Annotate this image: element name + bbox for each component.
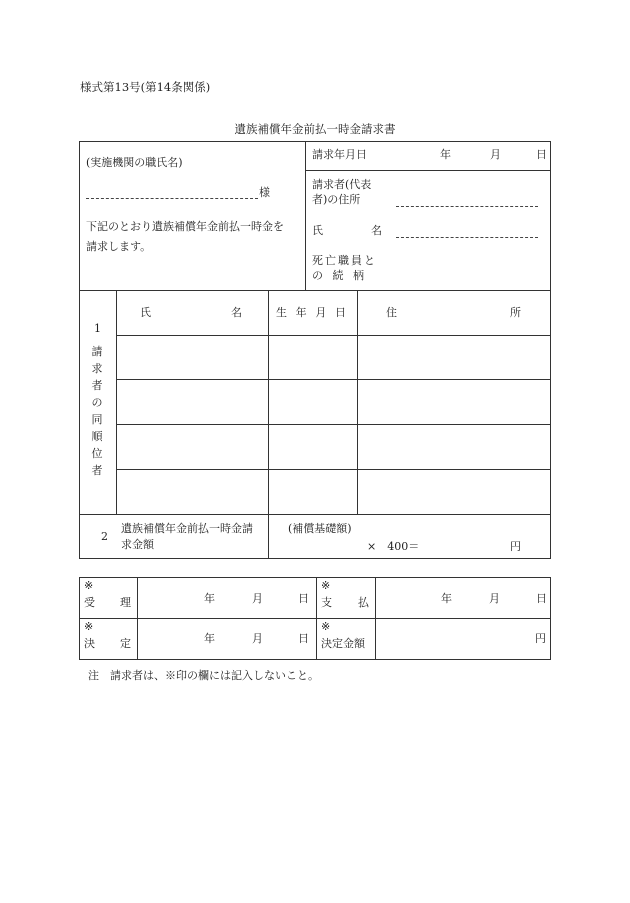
payment-label-2: 払 bbox=[358, 596, 369, 609]
form-title: 遺族補償年金前払一時金請求書 bbox=[234, 122, 396, 136]
date-month[interactable]: 月 bbox=[490, 148, 501, 161]
payment-day[interactable]: 日 bbox=[536, 592, 547, 605]
decision-month[interactable]: 月 bbox=[252, 632, 263, 645]
base-amount-label: (補償基礎額) bbox=[288, 522, 352, 535]
receipt-day[interactable]: 日 bbox=[298, 592, 309, 605]
col-address-header-2: 所 bbox=[510, 306, 521, 319]
section2-number: 2 bbox=[101, 530, 108, 543]
request-statement: 下記のとおり遺族補償年金前払一時金を bbox=[86, 220, 284, 233]
payment-label-1: 支 bbox=[321, 596, 332, 609]
col-address-header-1: 住 bbox=[386, 306, 397, 319]
section1-side-label: 請 求 者 の 同 順 位 者 bbox=[91, 345, 103, 478]
sama-label: 様 bbox=[259, 186, 270, 199]
payment-month[interactable]: 月 bbox=[489, 592, 500, 605]
receipt-label-2: 理 bbox=[120, 596, 131, 609]
name-field[interactable] bbox=[396, 237, 538, 238]
agency-name-field[interactable] bbox=[86, 198, 258, 199]
date-day[interactable]: 日 bbox=[536, 148, 547, 161]
amount-yen: 円 bbox=[510, 540, 521, 553]
form-reference: 様式第13号(第14条関係) bbox=[80, 80, 211, 94]
date-year[interactable]: 年 bbox=[440, 148, 451, 161]
address-field[interactable] bbox=[396, 206, 538, 207]
name-label-2: 名 bbox=[371, 224, 382, 237]
agency-label: (実施機関の職氏名) bbox=[86, 156, 183, 169]
receipt-year[interactable]: 年 bbox=[204, 592, 215, 605]
section1-number: 1 bbox=[94, 322, 101, 335]
decided-amount-label: 決定金額 bbox=[321, 637, 365, 650]
address-label-cont: 者)の住所 bbox=[312, 193, 361, 206]
payment-mark: ※ bbox=[321, 579, 331, 592]
amount-mark: ※ bbox=[321, 620, 331, 633]
decision-label-2: 定 bbox=[120, 637, 131, 650]
address-label: 請求者(代表 bbox=[312, 178, 372, 191]
request-statement-cont: 請求します。 bbox=[86, 240, 152, 253]
receipt-month[interactable]: 月 bbox=[252, 592, 263, 605]
col-name-header-1: 氏 bbox=[140, 306, 151, 319]
request-date-label: 請求年月日 bbox=[312, 148, 367, 161]
decided-amount-yen[interactable]: 円 bbox=[535, 632, 546, 645]
relation-label-cont: の 続 柄 bbox=[312, 269, 367, 282]
col-birth-header: 生 年 月 日 bbox=[276, 306, 346, 319]
col-name-header-2: 名 bbox=[231, 306, 242, 319]
section2-label: 遺族補償年金前払一時金請 bbox=[121, 522, 253, 535]
decision-year[interactable]: 年 bbox=[204, 632, 215, 645]
multiplier: × 400＝ bbox=[367, 540, 420, 553]
receipt-mark: ※ bbox=[84, 579, 94, 592]
section2-label-cont: 求金額 bbox=[121, 538, 154, 551]
decision-mark: ※ bbox=[84, 620, 94, 633]
decision-label-1: 決 bbox=[84, 637, 95, 650]
receipt-label-1: 受 bbox=[84, 596, 95, 609]
footnote: 注 請求者は、※印の欄には記入しないこと。 bbox=[88, 669, 319, 682]
name-label-1: 氏 bbox=[312, 224, 323, 237]
relation-label: 死亡職員と bbox=[312, 254, 377, 267]
decision-day[interactable]: 日 bbox=[298, 632, 309, 645]
payment-year[interactable]: 年 bbox=[441, 592, 452, 605]
